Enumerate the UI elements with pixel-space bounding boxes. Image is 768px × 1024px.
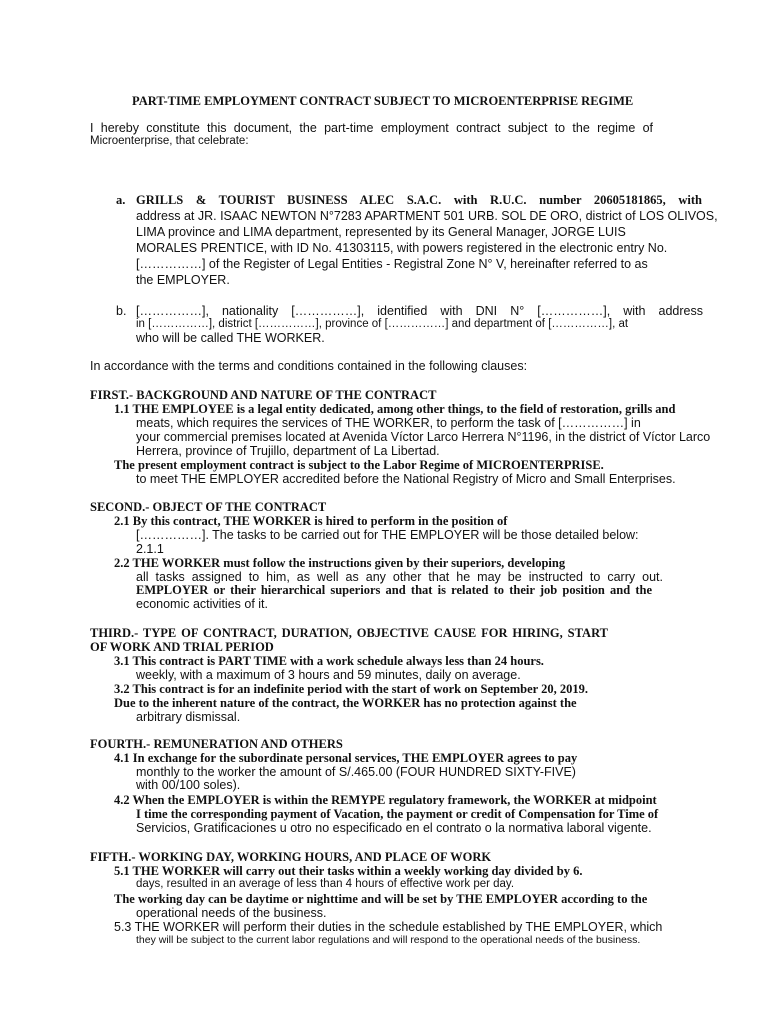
first-line-2: meats, which requires the services of THE WORKER, to perform the task of [……………] in	[136, 416, 641, 430]
fourth-line-2: monthly to the worker the amount of S/.465.00 (FOUR HUNDRED SIXTY-FIVE)	[136, 765, 576, 779]
second-heading: SECOND.- OBJECT OF THE CONTRACT	[90, 500, 327, 514]
party-a-line-5: [……………] of the Register of Legal Entities - Registral Zone N° V, hereinafter referred to as	[136, 257, 648, 271]
second-line-3: 2.1.1	[136, 542, 164, 556]
intro-line-1: I hereby constitute this document, the part-time employment contract subject to the regime of	[90, 121, 653, 135]
second-line-4: 2.2 THE WORKER must follow the instructions given by their superiors, developing	[114, 556, 566, 570]
first-line-6: to meet THE EMPLOYER accredited before the National Registry of Micro and Small Enterprises.	[136, 472, 676, 486]
intro-line-2: Microenterprise, that celebrate:	[90, 135, 249, 147]
second-line-2: [……………]. The tasks to be carried out for THE EMPLOYER will be those detailed below:	[136, 528, 639, 542]
fifth-line-1: 5.1 THE WORKER will carry out their tasks within a weekly working day divided by 6.	[114, 864, 583, 878]
party-b-line-2: in [……………], district [……………], province of [……………] and department of [……………], at	[136, 318, 629, 330]
fifth-heading: FIFTH.- WORKING DAY, WORKING HOURS, AND PLACE OF WORK	[90, 850, 492, 864]
third-line-4: Due to the inherent nature of the contract, the WORKER has no protection against the	[114, 696, 577, 710]
fifth-line-3: The working day can be daytime or nighttime and will be set by THE EMPLOYER according to the	[114, 892, 648, 906]
fourth-line-3: with 00/100 soles).	[136, 778, 241, 792]
fourth-heading: FOURTH.- REMUNERATION AND OTHERS	[90, 737, 343, 751]
party-a-line-1: GRILLS & TOURIST BUSINESS ALEC S.A.C. with R.U.C. number 20605181865, with	[136, 193, 702, 207]
fifth-line-5: 5.3 THE WORKER will perform their duties in the schedule established by THE EMPLOYER, which	[114, 920, 663, 934]
first-line-5: The present employment contract is subject to the Labor Regime of MICROENTERPRISE.	[114, 458, 604, 472]
first-line-1: 1.1 THE EMPLOYEE is a legal entity dedicated, among other things, to the field of restoration, grills and	[114, 402, 676, 416]
fifth-line-2: days, resulted in an average of less than 4 hours of effective work per day.	[136, 878, 515, 890]
fourth-line-4: 4.2 When the EMPLOYER is within the REMYPE regulatory framework, the WORKER at midpoint	[114, 793, 657, 807]
fifth-line-4: operational needs of the business.	[136, 906, 327, 920]
third-heading-1: THIRD.- TYPE OF CONTRACT, DURATION, OBJECTIVE CAUSE FOR HIRING, START	[90, 626, 608, 640]
first-heading: FIRST.- BACKGROUND AND NATURE OF THE CONTRACT	[90, 388, 437, 402]
first-line-3: your commercial premises located at Avenida Víctor Larco Herrera N°1196, in the district of Víctor Larco	[136, 430, 711, 444]
second-line-7: economic activities of it.	[136, 597, 268, 611]
fourth-line-6: Servicios, Gratificaciones u otro no especificado en el contrato o la normativa laboral vigente.	[136, 821, 652, 835]
third-line-2: weekly, with a maximum of 3 hours and 59 minutes, daily on average.	[136, 668, 521, 682]
second-line-6: EMPLOYER or their hierarchical superiors and that is related to their job position and the	[136, 583, 652, 597]
party-a-marker: a.	[116, 193, 126, 207]
party-a-line-6: the EMPLOYER.	[136, 273, 230, 287]
party-b-line-3: who will be called THE WORKER.	[136, 331, 325, 345]
second-line-1: 2.1 By this contract, THE WORKER is hired to perform in the position of	[114, 514, 508, 528]
third-line-1: 3.1 This contract is PART TIME with a work schedule always less than 24 hours.	[114, 654, 544, 668]
party-b-marker: b.	[116, 304, 127, 318]
document-title: PART-TIME EMPLOYMENT CONTRACT SUBJECT TO MICROENTERPRISE REGIME	[132, 94, 634, 108]
fifth-line-6: they will be subject to the current labor regulations and will respond to the operational needs of the business.	[136, 934, 641, 946]
party-b-line-1: [……………], nationality [……………], identified with DNI N° [……………], with address	[136, 304, 703, 318]
first-line-4: Herrera, province of Trujillo, department of La Libertad.	[136, 444, 440, 458]
third-line-5: arbitrary dismissal.	[136, 710, 241, 724]
third-line-3: 3.2 This contract is for an indefinite period with the start of work on September 20, 2019.	[114, 682, 588, 696]
party-a-line-4: MORALES PRENTICE, with ID No. 41303115, with powers registered in the electronic entry No.	[136, 241, 668, 255]
fourth-line-1: 4.1 In exchange for the subordinate personal services, THE EMPLOYER agrees to pay	[114, 751, 578, 765]
third-heading-2: OF WORK AND TRIAL PERIOD	[90, 640, 274, 654]
party-a-line-3: LIMA province and LIMA department, represented by its General Manager, JORGE LUIS	[136, 225, 626, 239]
second-line-5: all tasks assigned to him, as well as any other that he may be instructed to carry out.	[136, 570, 663, 584]
accordance-line: In accordance with the terms and conditions contained in the following clauses:	[90, 359, 528, 373]
fourth-line-5: I time the corresponding payment of Vacation, the payment or credit of Compensation for Time of	[136, 807, 659, 821]
party-a-line-2: address at JR. ISAAC NEWTON N°7283 APARTMENT 501 URB. SOL DE ORO, district of LOS OLIVOS,	[136, 209, 718, 223]
